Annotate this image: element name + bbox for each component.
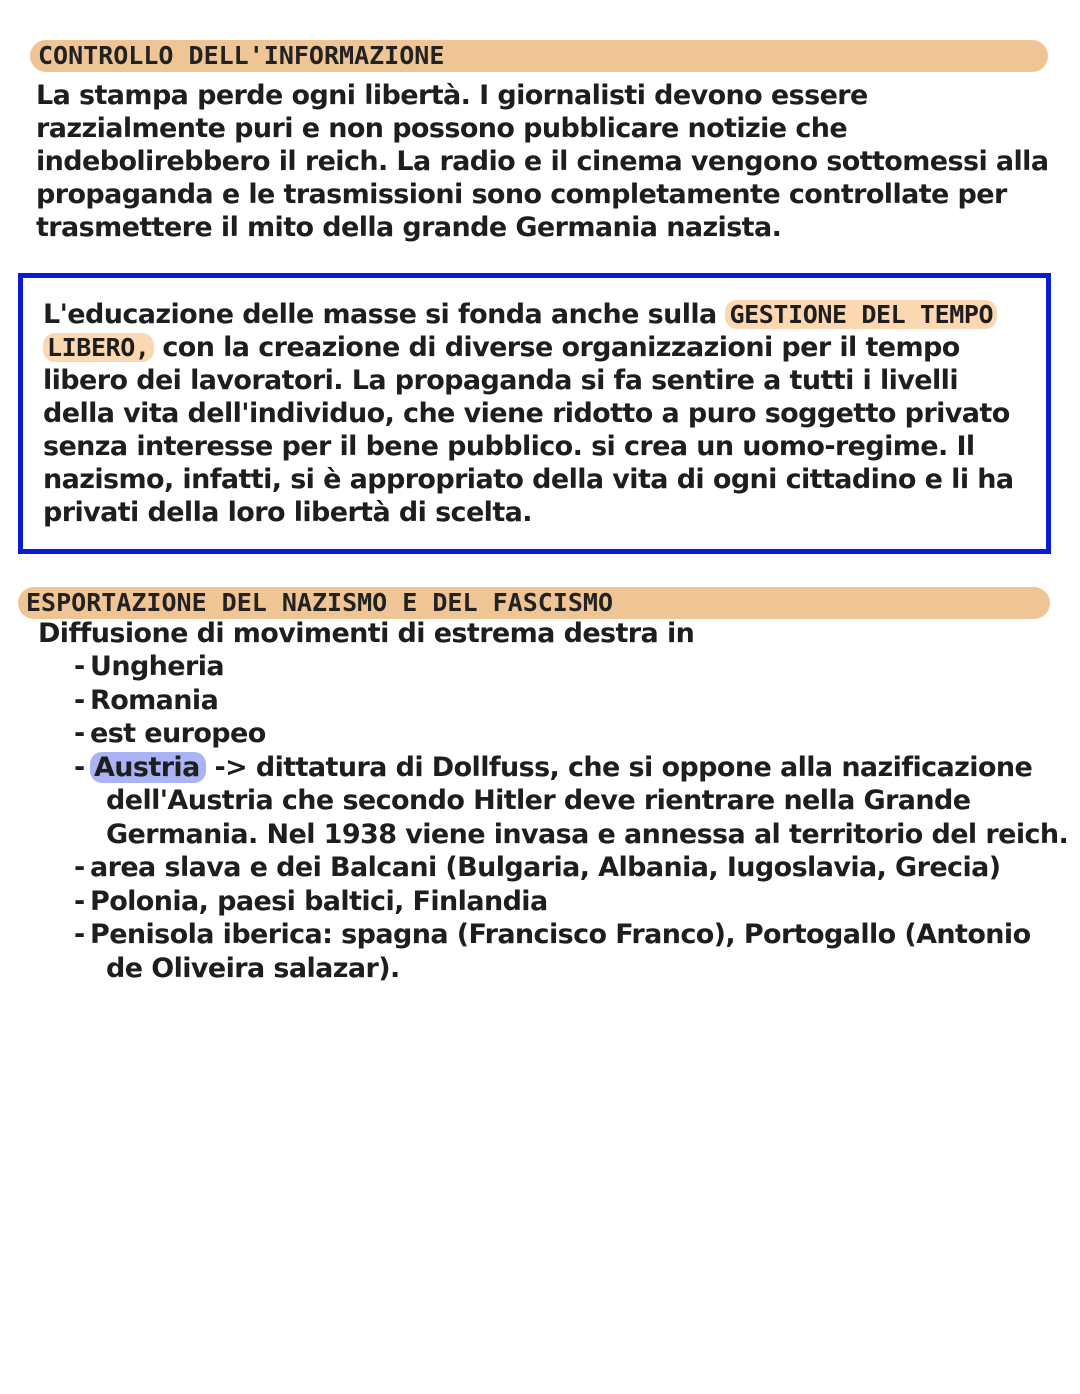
list-item-text: Romania bbox=[90, 684, 219, 716]
list-item bbox=[74, 717, 1068, 751]
text-line: della vita dell'individuo, che viene ridotto a puro soggetto privato bbox=[43, 398, 1010, 429]
section-heading-exportation: ESPORTAZIONE DEL NAZISMO E DEL FASCISMO bbox=[18, 587, 1050, 619]
list-dash: - bbox=[74, 852, 85, 883]
list-item-continuation: dell'Austria che secondo Hitler deve rientrare nella Grande bbox=[106, 785, 971, 816]
list-item-text: Ungheria bbox=[90, 651, 224, 682]
free-time-box bbox=[18, 273, 1051, 554]
text-line: propaganda e le trasmissioni sono completamente controllate per bbox=[36, 179, 1007, 210]
text-line: libero dei lavoratori. La propaganda si fa sentire a tutti i livelli bbox=[43, 365, 958, 396]
text-line: senza interesse per il bene pubblico. si crea un uomo-regime. Il bbox=[43, 431, 975, 462]
text-line: con la creazione di diverse organizzazioni per il tempo bbox=[153, 332, 960, 363]
highlight-free-time-end: LIBERO, bbox=[43, 333, 154, 362]
list-item-text: area slava e dei Balcani (Bulgaria, Albania, Iugoslavia, Grecia) bbox=[90, 852, 1001, 883]
list-item bbox=[74, 684, 1068, 718]
list-dash: - bbox=[74, 684, 85, 716]
list-item-text: est europeo bbox=[90, 718, 266, 749]
text-line: nazismo, infatti, si è appropriato della vita di ogni cittadino e li ha bbox=[43, 464, 1014, 495]
exportation-intro: Diffusione di movimenti di estrema destra in bbox=[38, 618, 695, 649]
list-item bbox=[74, 851, 1068, 885]
list-item-text: -> dittatura di Dollfuss, che si oppone alla nazificazione bbox=[205, 751, 1033, 783]
list-dash: - bbox=[74, 651, 85, 682]
information-control-paragraph bbox=[36, 79, 1048, 244]
list-dash: - bbox=[74, 919, 85, 950]
text-line: L'educazione delle masse si fonda anche sulla bbox=[43, 299, 726, 330]
list-item bbox=[74, 918, 1068, 985]
list-item bbox=[74, 751, 1068, 852]
section-heading-information-control: CONTROLLO DELL'INFORMAZIONE bbox=[30, 40, 1048, 72]
list-dash: - bbox=[74, 885, 85, 917]
list-item-text: Polonia, paesi baltici, Finlandia bbox=[90, 885, 548, 917]
list-item-continuation: de Oliveira salazar). bbox=[106, 952, 400, 984]
list-dash: - bbox=[74, 718, 85, 749]
highlight-free-time: GESTIONE DEL TEMPO bbox=[725, 300, 997, 329]
highlight-austria: Austria bbox=[90, 752, 206, 783]
list-item-text: Penisola iberica: spagna (Francisco Franco), Portogallo (Antonio bbox=[90, 919, 1031, 950]
list-item-continuation: Germania. Nel 1938 viene invasa e annessa al territorio del reich. bbox=[106, 818, 1069, 850]
text-line: La stampa perde ogni libertà. I giornalisti devono essere bbox=[36, 80, 868, 111]
text-line: indebolirebbero il reich. La radio e il cinema vengono sottomessi alla bbox=[36, 146, 1049, 177]
list-item bbox=[74, 650, 1068, 684]
text-line: razzialmente puri e non possono pubblicare notizie che bbox=[36, 113, 848, 144]
text-line: privati della loro libertà di scelta. bbox=[43, 497, 532, 528]
country-list bbox=[74, 650, 1068, 985]
list-dash: - bbox=[74, 751, 85, 783]
free-time-paragraph bbox=[43, 298, 1014, 529]
text-line: trasmettere il mito della grande Germania nazista. bbox=[36, 212, 782, 243]
list-item bbox=[74, 885, 1068, 919]
